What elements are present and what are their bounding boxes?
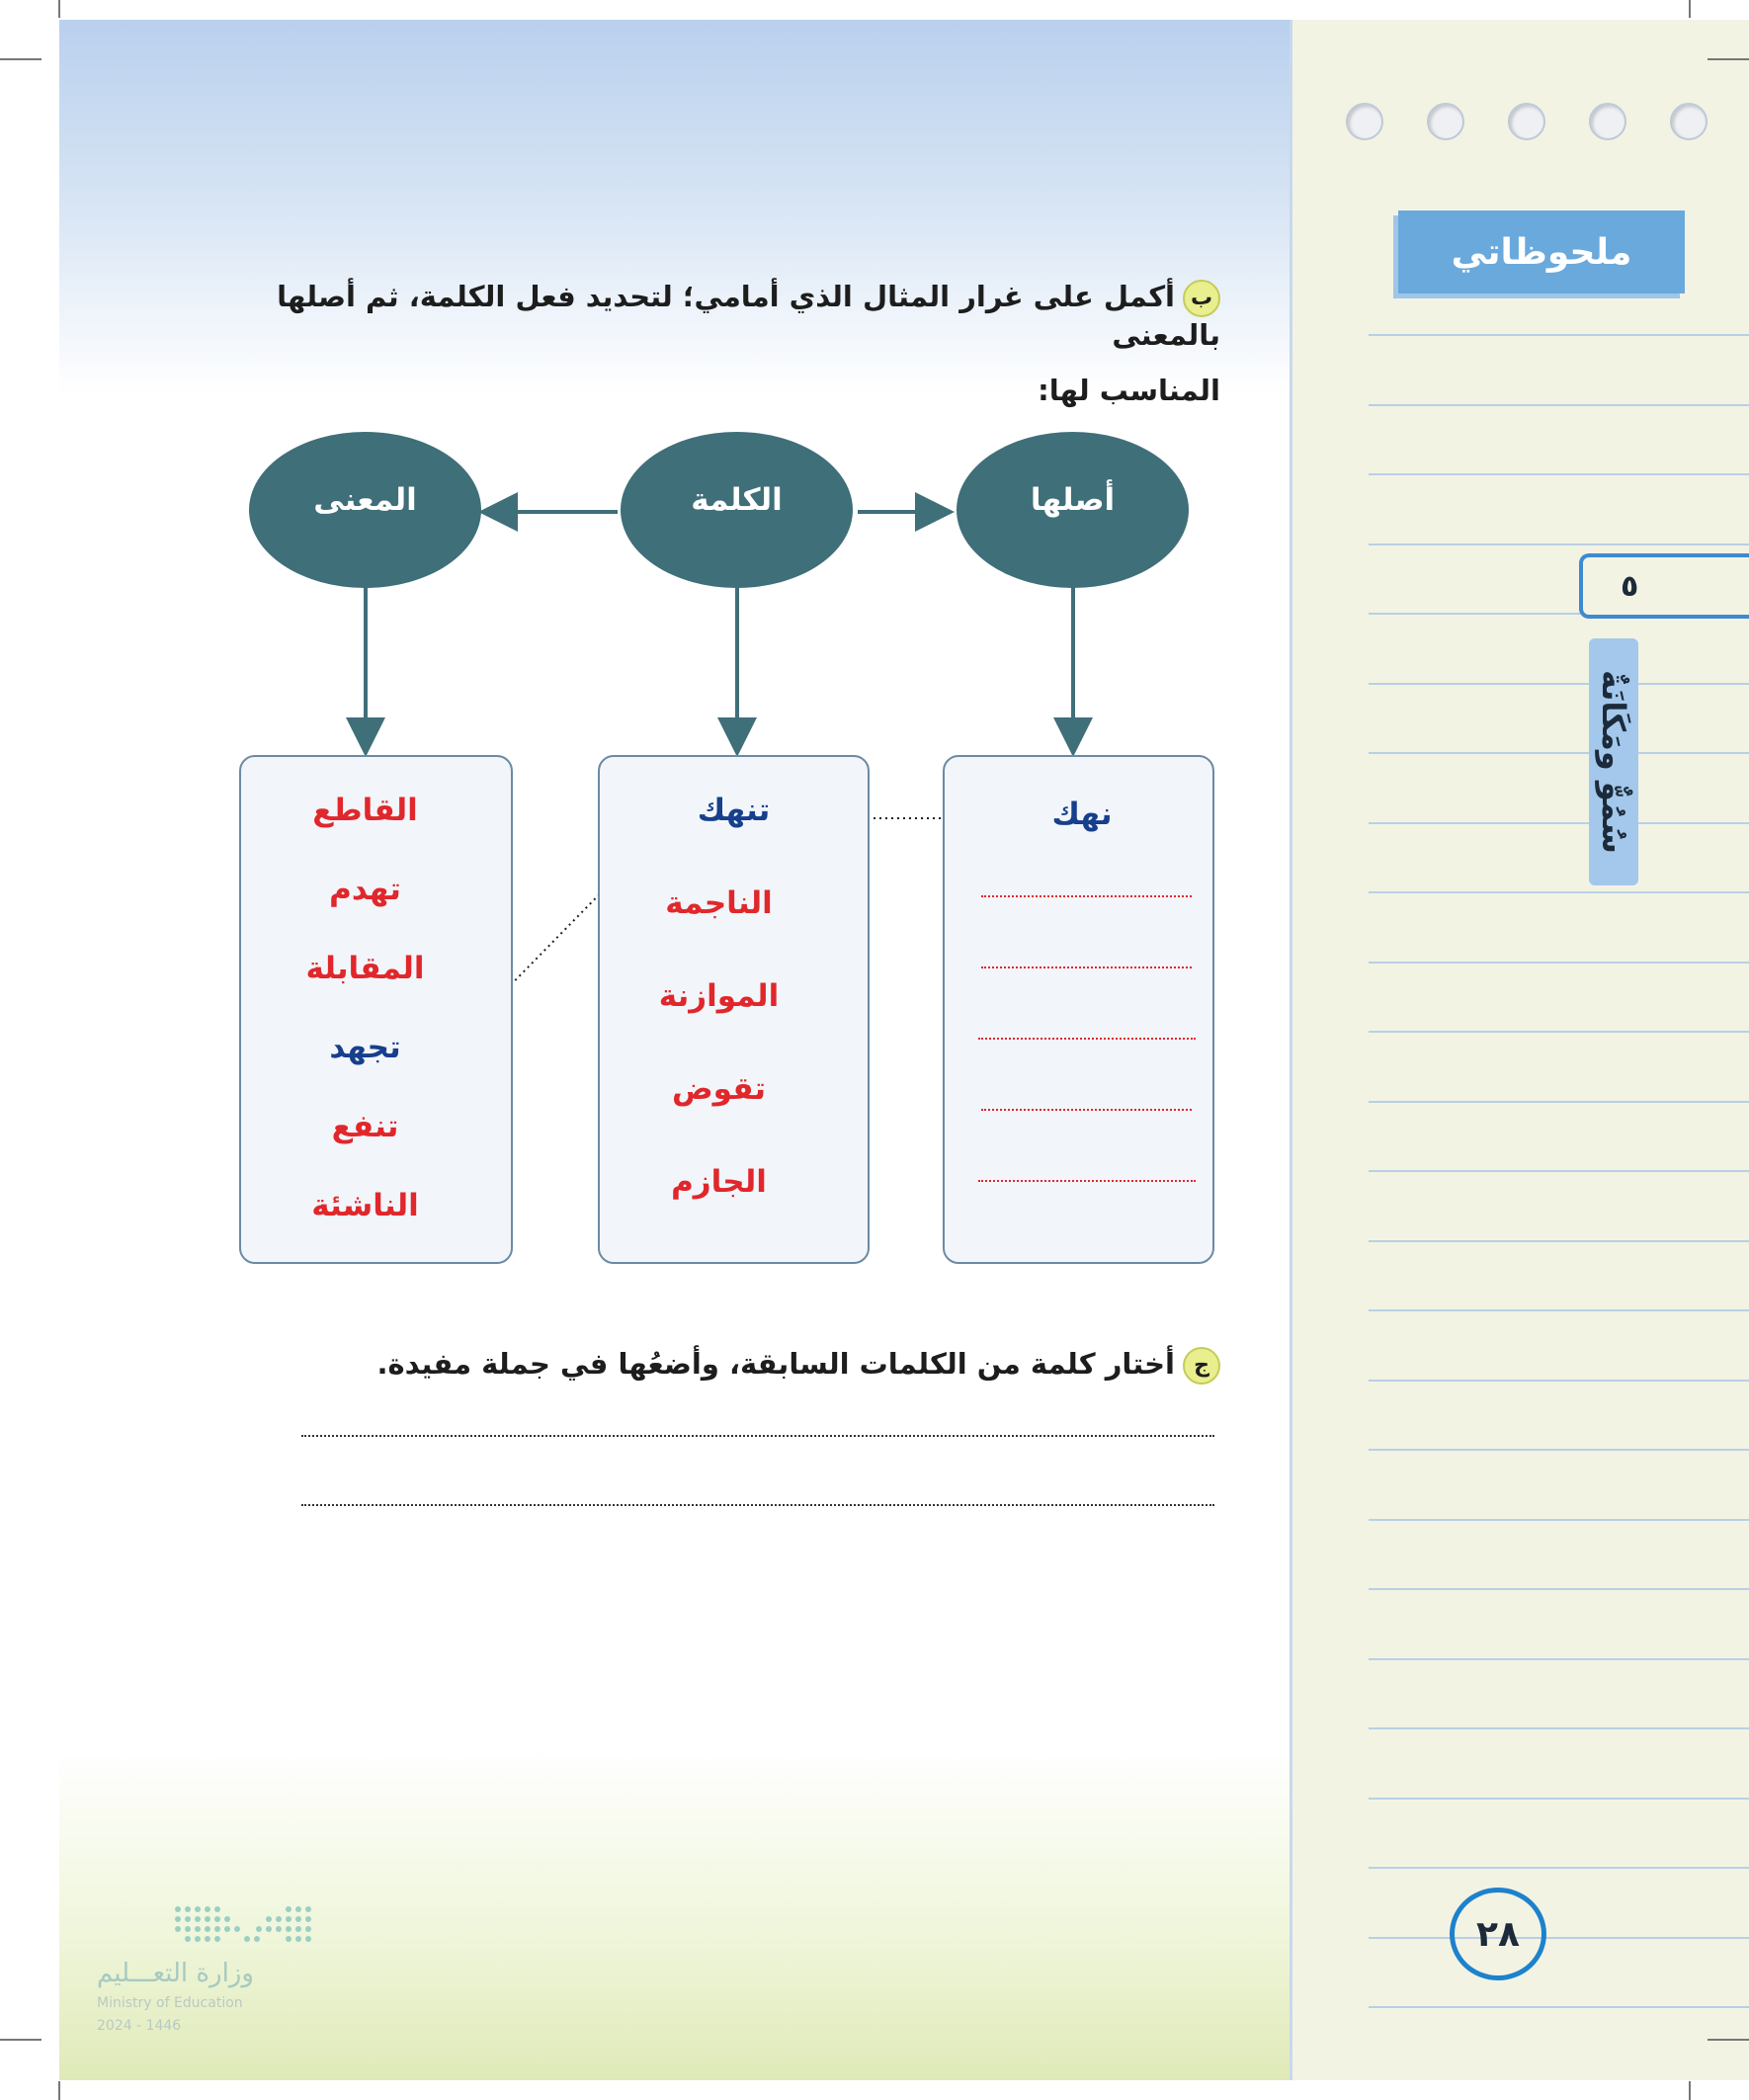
exercise-c-badge: ج [1183,1347,1220,1385]
ring-hole [1346,103,1383,140]
ruled-line [1369,1309,1749,1311]
ruled-line [1369,1798,1749,1800]
page-number: ٢٨ [1450,1888,1546,1980]
ruled-line [1369,683,1749,685]
ruled-line [1369,2006,1749,2008]
root-answer-line[interactable] [981,895,1192,897]
exercise-c-instruction [242,1346,1220,1385]
ruled-line [1369,404,1749,406]
answer-line[interactable] [301,1435,1214,1437]
ring-hole [1427,103,1464,140]
ruled-line [1369,334,1749,336]
ruled-line [1369,1101,1749,1103]
ruled-line [1369,1867,1749,1869]
ruled-line [1369,473,1749,475]
ring-hole [1589,103,1626,140]
exercise-b-line2: المناسب لها: [1038,373,1220,407]
root-example: نهك [1051,797,1113,832]
ruled-line [1369,1937,1749,1939]
notes-title: ملحوظاتي [1398,210,1685,294]
meaning-item: تنفع [331,1109,399,1144]
word-ellipse: الكلمة [621,432,853,588]
root-answer-line[interactable] [981,1109,1192,1111]
ministry-logo-icon [170,1901,323,1949]
unit-number: ٥ [1579,553,1749,619]
root-ellipse: أصلها [957,432,1189,588]
meaning-item: القاطع [312,793,418,828]
ruled-line [1369,1240,1749,1242]
ministry-year: 2024 - 1446 [97,2018,182,2034]
ruled-line [1369,1380,1749,1382]
root-answer-line[interactable] [978,1180,1196,1182]
ruled-line [1369,822,1749,824]
ruled-line [1369,891,1749,893]
word-item: تقوض [671,1071,767,1107]
answer-line[interactable] [301,1504,1214,1506]
meaning-item: المقابلة [305,951,425,986]
ruled-line [1369,752,1749,754]
meaning-ellipse: المعنى [249,432,481,588]
ruled-line [1369,1588,1749,1590]
meaning-item: تهدم [329,872,401,907]
word-item: الموازنة [658,978,780,1014]
ruled-line [1369,1727,1749,1729]
ruled-line [1369,1031,1749,1033]
meaning-item: تجهد [329,1030,401,1065]
ministry-name-english: Ministry of Education [97,1995,243,2011]
exercise-b-line1: أكمل على غرار المثال الذي أمامي؛ لتحديد فعل الكلمة، ثم أصلها بالمعنى [277,280,1220,352]
unit-name: سُمُوٌّ ومَكَانَةٌ [1589,638,1638,885]
exercise-c-text: أختار كلمة من الكلمات السابقة، وأضعُها في جملة مفيدة. [376,1347,1175,1381]
ruled-line [1369,544,1749,546]
ruled-line [1369,962,1749,964]
root-answer-line[interactable] [978,1038,1196,1040]
ruled-line [1369,1449,1749,1451]
word-item: تنهك [697,793,771,828]
ring-hole [1670,103,1707,140]
word-item: الجازم [671,1164,767,1200]
ruled-line [1369,1170,1749,1172]
ministry-name-arabic: وزارة التعـــليم [97,1959,254,1988]
ruled-line [1369,1658,1749,1660]
root-answer-line[interactable] [981,966,1192,968]
ruled-line [1369,1519,1749,1521]
meaning-item: الناشئة [311,1188,419,1223]
ring-hole [1508,103,1545,140]
exercise-b-badge: ب [1183,280,1220,317]
word-item: الناجمة [665,885,773,921]
